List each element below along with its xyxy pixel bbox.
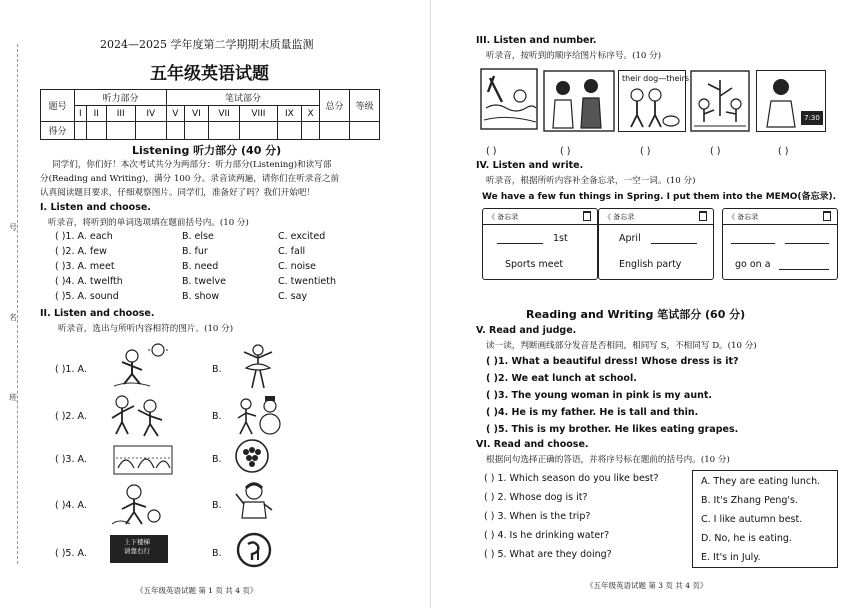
section1-title: I. Listen and choose. bbox=[40, 202, 151, 213]
s1-option-c: C. fall bbox=[278, 246, 306, 257]
s2-item-3[interactable]: ( )3. A. bbox=[55, 454, 87, 465]
s6-option: E. It's in July. bbox=[701, 552, 761, 563]
section2-title: II. Listen and choose. bbox=[40, 308, 155, 319]
s5-item[interactable]: ( )1. What a beautiful dress! Whose dress is it? bbox=[486, 356, 739, 367]
section5-instruction: 读一读，判断画线部分发音是否相同，相同写 S，不相同写 D。(10 分) bbox=[486, 341, 757, 351]
memo-header: 《 备忘录 bbox=[604, 213, 635, 221]
binding-line bbox=[17, 44, 18, 564]
s5-item[interactable]: ( )4. He is my father. He is tall and thin. bbox=[486, 407, 699, 418]
listening-heading: Listening 听力部分 (40 分) bbox=[132, 144, 282, 157]
memo-blank[interactable] bbox=[779, 269, 829, 270]
score-numeral: VI bbox=[184, 106, 208, 122]
memo-header: 《 备忘录 bbox=[488, 213, 519, 221]
score-cell[interactable] bbox=[240, 122, 278, 140]
s3-answer-bracket[interactable]: ( ) bbox=[486, 146, 497, 157]
s1-option-c: C. say bbox=[278, 291, 308, 302]
s1-item-2[interactable]: ( )2. A. few bbox=[55, 246, 107, 257]
s1-item-1[interactable]: ( )1. A. each bbox=[55, 231, 113, 242]
score-cell[interactable] bbox=[277, 122, 301, 140]
score-numeral: V bbox=[166, 106, 184, 122]
section4-lead: We have a few fun things in Spring. I put them into the MEMO(备忘录). bbox=[482, 192, 837, 202]
memo-text: April bbox=[619, 233, 641, 244]
children-playing-picture bbox=[108, 392, 168, 438]
left-footer: 《五年级英语试题 第 1 页 共 4 页》 bbox=[136, 586, 258, 595]
s6-question[interactable]: ( ) 3. When is the trip? bbox=[484, 511, 591, 522]
s6-question[interactable]: ( ) 1. Which season do you like best? bbox=[484, 473, 659, 484]
s6-question[interactable]: ( ) 4. Is he drinking water? bbox=[484, 530, 610, 541]
s6-option: D. No, he is eating. bbox=[701, 533, 792, 544]
grapes-plate-picture bbox=[234, 438, 270, 474]
s6-question[interactable]: ( ) 5. What are they doing? bbox=[484, 549, 612, 560]
s1-item-3[interactable]: ( )3. A. meet bbox=[55, 261, 115, 272]
score-numeral: III bbox=[106, 106, 135, 122]
s2-item-4[interactable]: ( )4. A. bbox=[55, 500, 87, 511]
intro-line: 分(Reading and Writing)，满分 100 分。录音读两遍，请你们在听录音之前 bbox=[40, 174, 340, 184]
section4-title: IV. Listen and write. bbox=[476, 160, 584, 171]
score-listening-label: 听力部分 bbox=[75, 90, 167, 106]
trash-icon[interactable] bbox=[699, 211, 707, 221]
dog-caption: their dog—theirs bbox=[622, 74, 690, 83]
s3-answer-bracket[interactable]: ( ) bbox=[640, 146, 651, 157]
girl-icon bbox=[761, 75, 801, 129]
sign-text-line: 上下楼梯 bbox=[124, 538, 150, 546]
score-cell[interactable] bbox=[106, 122, 135, 140]
memo-blank[interactable] bbox=[497, 243, 543, 244]
binding-label-name: 名 bbox=[9, 313, 17, 322]
stair-sign-picture bbox=[110, 535, 168, 563]
s5-item[interactable]: ( )3. The young woman in pink is my aunt. bbox=[486, 390, 713, 401]
boy-with-ball-picture bbox=[110, 482, 164, 526]
memo-text: English party bbox=[619, 259, 682, 270]
memo-divider bbox=[723, 224, 837, 225]
s2-item-5[interactable]: ( )5. A. bbox=[55, 548, 87, 559]
score-numeral: I bbox=[75, 106, 87, 122]
memo-blank[interactable] bbox=[785, 243, 829, 244]
intro-line: 同学们，你们好！本次考试共分为两部分：听力部分(Listening)和读写部 bbox=[52, 160, 332, 170]
planting-tree-picture bbox=[690, 70, 750, 132]
trash-icon[interactable] bbox=[823, 211, 831, 221]
memo-text: go on a bbox=[735, 259, 771, 270]
s6-option: C. I like autumn best. bbox=[701, 514, 803, 525]
memo-divider bbox=[483, 224, 597, 225]
s2-option-b: B. bbox=[212, 411, 222, 422]
section2-instruction: 听录音，选出与所听内容相符的图片。(10 分) bbox=[58, 324, 234, 334]
score-table bbox=[40, 89, 380, 140]
s1-option-b: B. need bbox=[182, 261, 219, 272]
score-cell[interactable] bbox=[302, 122, 320, 140]
s3-answer-bracket[interactable]: ( ) bbox=[710, 146, 721, 157]
memo-text: 1st bbox=[553, 233, 568, 244]
score-written-label: 笔试部分 bbox=[166, 90, 319, 106]
score-cell[interactable] bbox=[350, 122, 380, 140]
s2-option-b: B. bbox=[212, 500, 222, 511]
sign-text-line: 请靠右行 bbox=[124, 547, 150, 555]
score-row-label-score: 得分 bbox=[41, 122, 75, 140]
section3-instruction: 听录音，按听到的顺序给图片标序号。(10 分) bbox=[486, 51, 662, 61]
s2-option-b: B. bbox=[212, 454, 222, 465]
section6-instruction: 根据问句选择正确的答语，并将序号标在题前的括号内。(10 分) bbox=[486, 455, 730, 465]
s2-option-b: B. bbox=[212, 364, 222, 375]
memo-header: 《 备忘录 bbox=[728, 213, 759, 221]
memo-card-1 bbox=[482, 208, 598, 280]
binding-label-number: 号 bbox=[9, 223, 17, 232]
s6-question[interactable]: ( ) 2. Whose dog is it? bbox=[484, 492, 588, 503]
section4-instruction: 听录音，根据所听内容补全备忘录，一空一词。(10 分) bbox=[486, 176, 696, 186]
score-numeral: II bbox=[86, 106, 106, 122]
score-numeral: IV bbox=[135, 106, 166, 122]
swimming-picture bbox=[480, 68, 538, 130]
memo-text: Sports meet bbox=[505, 259, 564, 270]
reading-writing-heading: Reading and Writing 笔试部分 (60 分) bbox=[526, 308, 746, 321]
score-numeral: VII bbox=[209, 106, 240, 122]
right-footer: 《五年级英语试题 第 3 页 共 4 页》 bbox=[586, 581, 708, 590]
score-cell[interactable] bbox=[209, 122, 240, 140]
boys-with-dog-icon bbox=[625, 87, 681, 129]
binding-label-class: 班 bbox=[9, 393, 17, 402]
exam-title: 五年级英语试题 bbox=[150, 64, 269, 84]
dog-picture bbox=[618, 70, 690, 132]
clock-time-label: 7:30 bbox=[801, 111, 823, 125]
score-numeral: X bbox=[302, 106, 320, 122]
answer-options-box bbox=[692, 470, 838, 568]
s1-option-b: B. else bbox=[182, 231, 214, 242]
section1-instruction: 听录音，将听到的单词选项填在题前括号内。(10 分) bbox=[48, 218, 249, 228]
score-cell[interactable] bbox=[166, 122, 184, 140]
score-cell[interactable] bbox=[320, 122, 350, 140]
memo-blank[interactable] bbox=[651, 243, 697, 244]
s3-answer-bracket[interactable]: ( ) bbox=[560, 146, 571, 157]
kid-running-sun-picture bbox=[110, 342, 168, 388]
girl-waving-picture bbox=[234, 480, 274, 526]
score-cell[interactable] bbox=[184, 122, 208, 140]
score-row-label-number: 题号 bbox=[41, 90, 75, 122]
memo-blank[interactable] bbox=[731, 243, 775, 244]
s1-option-b: B. show bbox=[182, 291, 220, 302]
s5-item[interactable]: ( )2. We eat lunch at school. bbox=[486, 373, 637, 384]
s1-option-c: C. noise bbox=[278, 261, 316, 272]
s6-option: B. It's Zhang Peng's. bbox=[701, 495, 798, 506]
section6-title: VI. Read and choose. bbox=[476, 439, 589, 450]
score-numeral: VIII bbox=[240, 106, 278, 122]
s1-option-b: B. twelve bbox=[182, 276, 227, 287]
s5-item[interactable]: ( )5. This is my brother. He likes eating grapes. bbox=[486, 424, 739, 435]
s1-item-4[interactable]: ( )4. A. twelfth bbox=[55, 276, 123, 287]
score-total-label: 总分 bbox=[320, 90, 350, 122]
s6-option: A. They are eating lunch. bbox=[701, 476, 821, 487]
intro-line: 认真阅读题目要求，仔细观察图片。同学们，准备好了吗？我们开始吧！ bbox=[40, 188, 316, 198]
no-entry-circle-sign-picture bbox=[236, 532, 272, 568]
memo-card-3 bbox=[722, 208, 838, 280]
s2-item-1[interactable]: ( )1. A. bbox=[55, 364, 87, 375]
score-numeral: IX bbox=[277, 106, 301, 122]
section5-title: V. Read and judge. bbox=[476, 325, 577, 336]
exam-header: 2024—2025 学年度第二学期期末质量监测 bbox=[100, 38, 314, 51]
s1-option-b: B. fur bbox=[182, 246, 208, 257]
section3-title: III. Listen and number. bbox=[476, 35, 597, 46]
family-picture bbox=[543, 70, 615, 132]
snowman-picture bbox=[232, 392, 284, 438]
clock-girl-picture bbox=[756, 70, 826, 132]
memo-card-2 bbox=[598, 208, 714, 280]
score-cell[interactable] bbox=[86, 122, 106, 140]
s3-answer-bracket[interactable]: ( ) bbox=[778, 146, 789, 157]
ballerina-picture bbox=[238, 342, 278, 390]
score-cell[interactable] bbox=[135, 122, 166, 140]
s1-option-c: C. excited bbox=[278, 231, 326, 242]
s2-option-b: B. bbox=[212, 548, 222, 559]
trash-icon[interactable] bbox=[583, 211, 591, 221]
picnic-scene-picture bbox=[112, 438, 174, 478]
score-cell[interactable] bbox=[75, 122, 87, 140]
s1-item-5[interactable]: ( )5. A. sound bbox=[55, 291, 119, 302]
score-grade-label: 等级 bbox=[350, 90, 380, 122]
s2-item-2[interactable]: ( )2. A. bbox=[55, 411, 87, 422]
memo-divider bbox=[599, 224, 713, 225]
s1-option-c: C. twentieth bbox=[278, 276, 336, 287]
